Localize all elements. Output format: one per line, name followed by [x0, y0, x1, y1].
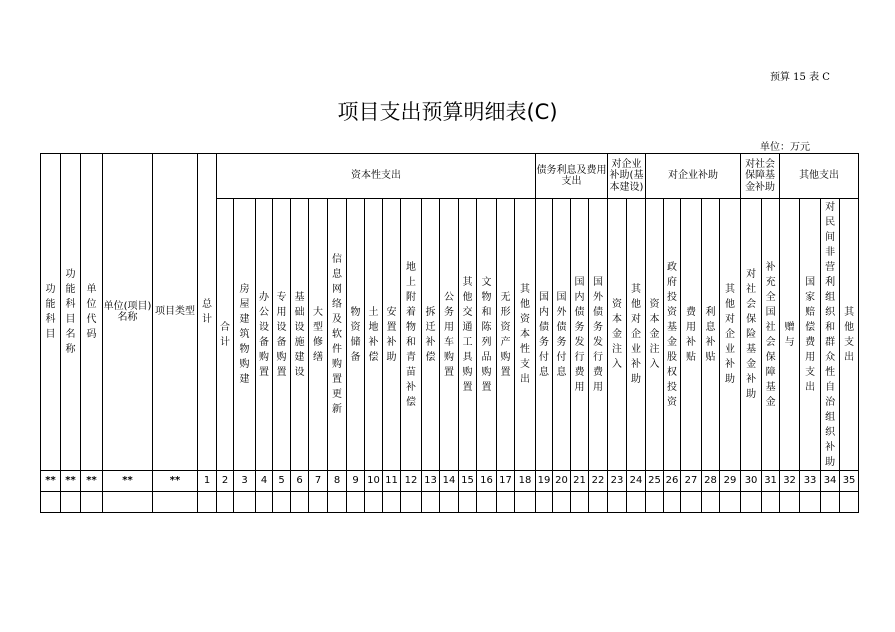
number-cell: 3: [234, 471, 256, 492]
blank-cell: [422, 492, 440, 513]
page-title: 项目支出预算明细表(C): [337, 100, 558, 124]
col-header: 专用设备购置: [273, 199, 291, 471]
blank-cell: [780, 492, 800, 513]
number-cell: 22: [589, 471, 608, 492]
col-header: 其他对企业补助: [627, 199, 646, 471]
blank-cell: [681, 492, 702, 513]
col-header: 政府投资基金股权投资: [664, 199, 681, 471]
col-header: 国家赔偿费用支出: [800, 199, 821, 471]
number-cell: 26: [664, 471, 681, 492]
blank-cell: [291, 492, 309, 513]
number-cell: 24: [627, 471, 646, 492]
blank-cell: [256, 492, 273, 513]
number-cell: 19: [536, 471, 553, 492]
number-cell: 20: [553, 471, 571, 492]
col-header: 对民间非营利组织和群众性自治组织补助: [821, 199, 840, 471]
blank-cell: [702, 492, 720, 513]
number-cell: 28: [702, 471, 720, 492]
blank-cell: [515, 492, 536, 513]
number-cell: **: [153, 471, 198, 492]
blank-cell: [309, 492, 328, 513]
blank-cell: [741, 492, 762, 513]
col-header: 国外债务付息: [553, 199, 571, 471]
blank-cell: [41, 492, 61, 513]
col-header: 资本金注入: [646, 199, 664, 471]
group-header: 债务利息及费用支出: [536, 154, 608, 199]
number-cell: 12: [401, 471, 422, 492]
blank-cell: [81, 492, 103, 513]
number-cell: 33: [800, 471, 821, 492]
group-header: 对企业补助: [646, 154, 741, 199]
blank-cell: [61, 492, 81, 513]
col-header: 其他支出: [840, 199, 859, 471]
budget-table: [40, 153, 859, 513]
group-header: 其他支出: [780, 154, 859, 199]
number-cell: 15: [459, 471, 477, 492]
blank-cell: [762, 492, 780, 513]
blank-cell: [608, 492, 627, 513]
blank-cell: [840, 492, 859, 513]
number-cell: 13: [422, 471, 440, 492]
number-cell: 2: [217, 471, 234, 492]
number-cell: 10: [365, 471, 383, 492]
group-header: 对企业补助(基本建设): [608, 154, 646, 199]
col-header: 大型修缮: [309, 199, 328, 471]
col-header: 资本金注入: [608, 199, 627, 471]
number-cell: 1: [198, 471, 217, 492]
blank-cell: [553, 492, 571, 513]
number-cell: 5: [273, 471, 291, 492]
number-cell: 32: [780, 471, 800, 492]
col-header: 费用补贴: [681, 199, 702, 471]
blank-cell: [153, 492, 198, 513]
blank-cell: [328, 492, 347, 513]
rowhead-cell: 总计: [198, 154, 217, 471]
col-header: 地上附着物和青苗补偿: [401, 199, 422, 471]
rowhead-cell: 项目类型: [153, 154, 198, 471]
number-cell: 29: [720, 471, 741, 492]
unit-label: 单位：万元: [760, 142, 810, 153]
blank-cell: [198, 492, 217, 513]
col-header: 其他交通工具购置: [459, 199, 477, 471]
blank-cell: [401, 492, 422, 513]
doc-code: 预算 15 表 C: [770, 72, 830, 83]
number-cell: 31: [762, 471, 780, 492]
blank-cell: [821, 492, 840, 513]
blank-cell: [383, 492, 401, 513]
col-header: 公务用车购置: [440, 199, 459, 471]
col-header: 利息补贴: [702, 199, 720, 471]
rowhead-cell: 单位代码: [81, 154, 103, 471]
rowhead-cell: 单位(项目)名称: [103, 154, 153, 471]
blank-cell: [664, 492, 681, 513]
blank-cell: [497, 492, 515, 513]
blank-cell: [800, 492, 821, 513]
group-header: 对社会保障基金补助: [741, 154, 780, 199]
col-header: 对社会保险基金补助: [741, 199, 762, 471]
col-header: 国内债务付息: [536, 199, 553, 471]
col-header: 房屋建筑物购建: [234, 199, 256, 471]
number-cell: 18: [515, 471, 536, 492]
rowhead-cell: 功能科目: [41, 154, 61, 471]
blank-cell: [589, 492, 608, 513]
number-cell: 25: [646, 471, 664, 492]
number-cell: **: [61, 471, 81, 492]
number-cell: **: [81, 471, 103, 492]
blank-cell: [440, 492, 459, 513]
number-cell: 17: [497, 471, 515, 492]
col-header: 国内债务发行费用: [571, 199, 589, 471]
col-header: 补充全国社会保障基金: [762, 199, 780, 471]
col-header: 国外债务发行费用: [589, 199, 608, 471]
col-header: 土地补偿: [365, 199, 383, 471]
col-header: 文物和陈列品购置: [477, 199, 497, 471]
number-cell: 21: [571, 471, 589, 492]
blank-cell: [103, 492, 153, 513]
number-cell: 27: [681, 471, 702, 492]
col-header: 无形资产购置: [497, 199, 515, 471]
number-cell: 6: [291, 471, 309, 492]
number-cell: 8: [328, 471, 347, 492]
blank-cell: [536, 492, 553, 513]
blank-cell: [459, 492, 477, 513]
col-header: 其他资本性支出: [515, 199, 536, 471]
number-cell: 16: [477, 471, 497, 492]
blank-cell: [720, 492, 741, 513]
col-header: 信息网络及软件购置更新: [328, 199, 347, 471]
col-header: 基础设施建设: [291, 199, 309, 471]
col-header: 办公设备购置: [256, 199, 273, 471]
col-header: 合计: [217, 199, 234, 471]
col-header: 其他对企业补助: [720, 199, 741, 471]
blank-cell: [365, 492, 383, 513]
group-header: 资本性支出: [217, 154, 536, 199]
number-cell: 34: [821, 471, 840, 492]
col-header: 物资储备: [347, 199, 365, 471]
blank-cell: [234, 492, 256, 513]
blank-cell: [273, 492, 291, 513]
number-cell: 14: [440, 471, 459, 492]
blank-cell: [217, 492, 234, 513]
number-cell: 4: [256, 471, 273, 492]
blank-cell: [477, 492, 497, 513]
number-cell: 30: [741, 471, 762, 492]
col-header: 拆迁补偿: [422, 199, 440, 471]
number-row: [41, 471, 859, 492]
blank-cell: [571, 492, 589, 513]
col-header: 赠与: [780, 199, 800, 471]
number-cell: 9: [347, 471, 365, 492]
blank-cell: [347, 492, 365, 513]
number-cell: **: [103, 471, 153, 492]
number-cell: **: [41, 471, 61, 492]
number-cell: 35: [840, 471, 859, 492]
header-row-1: [41, 154, 859, 199]
number-cell: 11: [383, 471, 401, 492]
blank-row: [41, 492, 859, 513]
number-cell: 23: [608, 471, 627, 492]
blank-cell: [646, 492, 664, 513]
blank-cell: [627, 492, 646, 513]
col-header: 安置补助: [383, 199, 401, 471]
rowhead-cell: 功能科目名称: [61, 154, 81, 471]
number-cell: 7: [309, 471, 328, 492]
